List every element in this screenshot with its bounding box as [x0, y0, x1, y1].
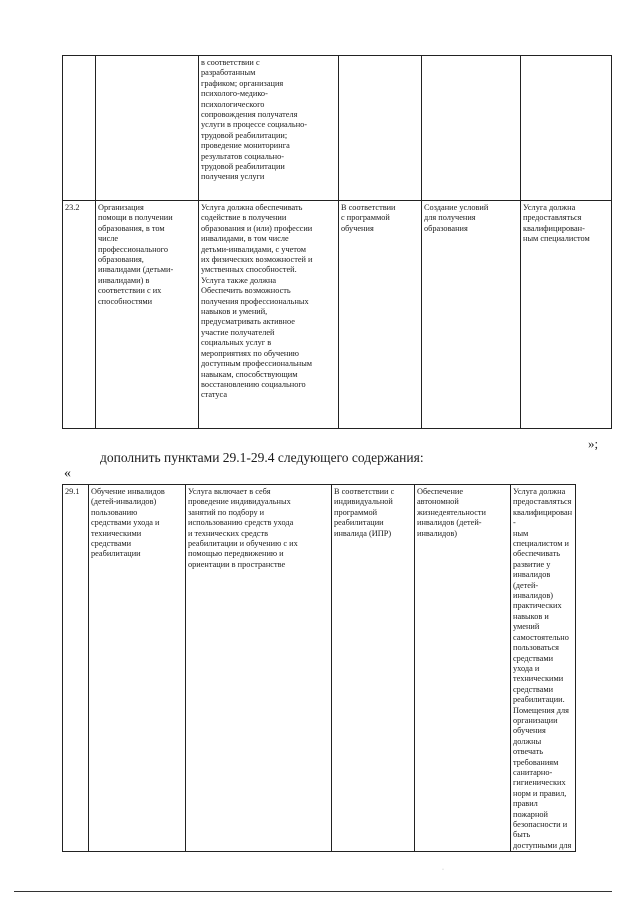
row-number-cell: 29.1 — [63, 485, 89, 852]
service-content-cell: Услуга включает в себя проведение индивидуальных занятий по подбору и использованию средств ухода и технических средств реабилитации и обучению с их помощью передвижению и ориентации в пространстве — [186, 485, 332, 852]
table-row — [63, 485, 576, 852]
closing-quote: »; — [588, 436, 599, 451]
table-row — [63, 56, 612, 201]
service-name-cell: Обучение инвалидов (детей-инвалидов) пользованию средствами ухода и техническими средствами реабилитации — [89, 485, 186, 852]
service-conditions-cell: Услуга должна предоставляться квалифицирован- ным специалистом и обеспечивать развитие у инвалидов (детей- инвалидов) практических навыков и умений самостоятельно пользоваться средствами ухода и техническими средствами реабилитации. Помещения для организации обучения должны отвечать требованиям санитарно- гигиенических норм и правил, правил пожарной безопасности и быть доступными для — [511, 485, 576, 852]
scan-speck: · — [442, 867, 444, 873]
services-table-bottom — [62, 484, 576, 852]
opening-quote: « — [64, 466, 71, 481]
table-row — [63, 201, 612, 429]
service-name-cell — [96, 56, 199, 201]
service-terms-cell: В соответствии с индивидуальной программой реабилитации инвалида (ИПР) — [332, 485, 415, 852]
amendment-heading: дополнить пунктами 29.1-29.4 следующего содержания: — [100, 450, 424, 465]
row-number-cell: 23.2 — [63, 201, 96, 429]
service-result-cell — [422, 56, 521, 201]
service-conditions-cell — [521, 56, 612, 201]
page-bottom-rule — [14, 891, 612, 892]
services-table-top — [62, 55, 612, 429]
service-result-cell: Создание условий для получения образования — [422, 201, 521, 429]
row-number-cell — [63, 56, 96, 201]
service-content-cell: в соответствии с разработанным графиком; организация психолого-медико- психологического сопровождения получателя услуги в процессе социально- трудовой реабилитации; проведение мониторинга результатов социально- трудовой реабилитации получения услуги — [199, 56, 339, 201]
service-conditions-cell: Услуга должна предоставляться квалифицирован- ным специалистом — [521, 201, 612, 429]
service-terms-cell — [339, 56, 422, 201]
service-content-cell: Услуга должна обеспечивать содействие в получении образования и (или) профессии инвалидами, в том числе детьми-инвалидами, с учетом их физических возможностей и умственных способностей. Услуга также должна Обеспечить возможность получения профессиональных навыков и умений, предусматривать активное участие получателей социальных услуг в мероприятиях по обучению доступным профессиональным навыкам, способствующим восстановлению социального статуса — [199, 201, 339, 429]
service-terms-cell: В соответствии с программой обучения — [339, 201, 422, 429]
service-result-cell: Обеспечение автономной жизнедеятельности инвалидов (детей- инвалидов) — [415, 485, 511, 852]
service-name-cell: Организация помощи в получении образования, в том числе профессионального образования, инвалидами (детьми- инвалидами) в соответствии с их способностями — [96, 201, 199, 429]
